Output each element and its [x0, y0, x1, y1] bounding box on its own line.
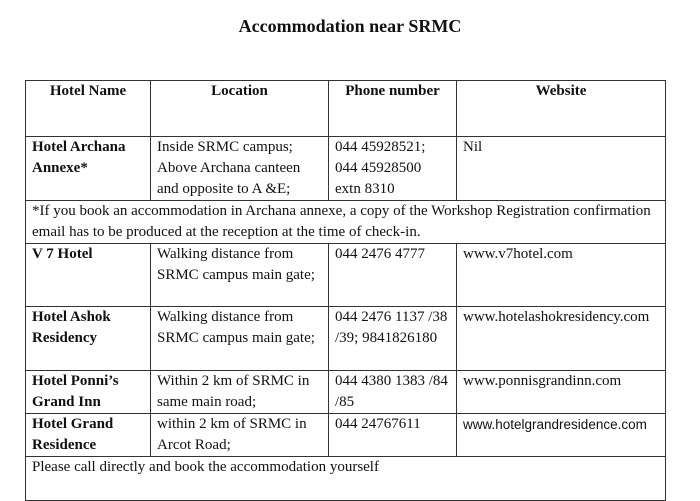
hotel-location: Walking distance from SRMC campus main gate;: [151, 307, 329, 371]
hotel-location: Walking distance from SRMC campus main gate;: [151, 244, 329, 307]
hotel-location: Within 2 km of SRMC in same main road;: [151, 371, 329, 414]
hotel-phone: 044 45928521; 044 45928500 extn 8310: [329, 137, 457, 201]
table-header-row: [26, 81, 666, 137]
note-row: [26, 201, 666, 244]
hotel-website: www.v7hotel.com: [457, 244, 666, 307]
hotel-name: Hotel Archana Annexe*: [26, 137, 151, 201]
hotel-website: www.hotelgrandresidence.com: [457, 414, 666, 457]
header-website: Website: [457, 81, 666, 137]
header-hotel-name: Hotel Name: [26, 81, 151, 137]
table-row: [26, 307, 666, 371]
hotel-website: www.ponnisgrandinn.com: [457, 371, 666, 414]
hotel-phone: 044 24767611: [329, 414, 457, 457]
hotel-location: within 2 km of SRMC in Arcot Road;: [151, 414, 329, 457]
hotel-phone: 044 2476 4777: [329, 244, 457, 307]
header-location: Location: [151, 81, 329, 137]
footer-note: Please call directly and book the accommodation yourself: [26, 457, 666, 501]
header-phone: Phone number: [329, 81, 457, 137]
hotel-name: V 7 Hotel: [26, 244, 151, 307]
hotel-name: Hotel Ponni’s Grand Inn: [26, 371, 151, 414]
page-title: Accommodation near SRMC: [238, 16, 462, 36]
hotel-location: Inside SRMC campus; Above Archana canteen and opposite to A &E;: [151, 137, 329, 201]
footer-row: [26, 457, 666, 501]
archana-note: *If you book an accommodation in Archana annexe, a copy of the Workshop Registration confirmation email has to be produced at the reception at the time of check-in.: [26, 201, 666, 244]
table-row: [26, 244, 666, 307]
hotel-website: www.hotelashokresidency.com: [457, 307, 666, 371]
hotel-phone: 044 4380 1383 /84 /85: [329, 371, 457, 414]
accommodation-table: [25, 80, 666, 501]
hotel-name: Hotel Grand Residence: [26, 414, 151, 457]
hotel-phone: 044 2476 1137 /38 /39; 9841826180: [329, 307, 457, 371]
hotel-website: Nil: [457, 137, 666, 201]
table-row: [26, 137, 666, 201]
table-row: [26, 371, 666, 414]
hotel-name: Hotel Ashok Residency: [26, 307, 151, 371]
table-row: [26, 414, 666, 457]
